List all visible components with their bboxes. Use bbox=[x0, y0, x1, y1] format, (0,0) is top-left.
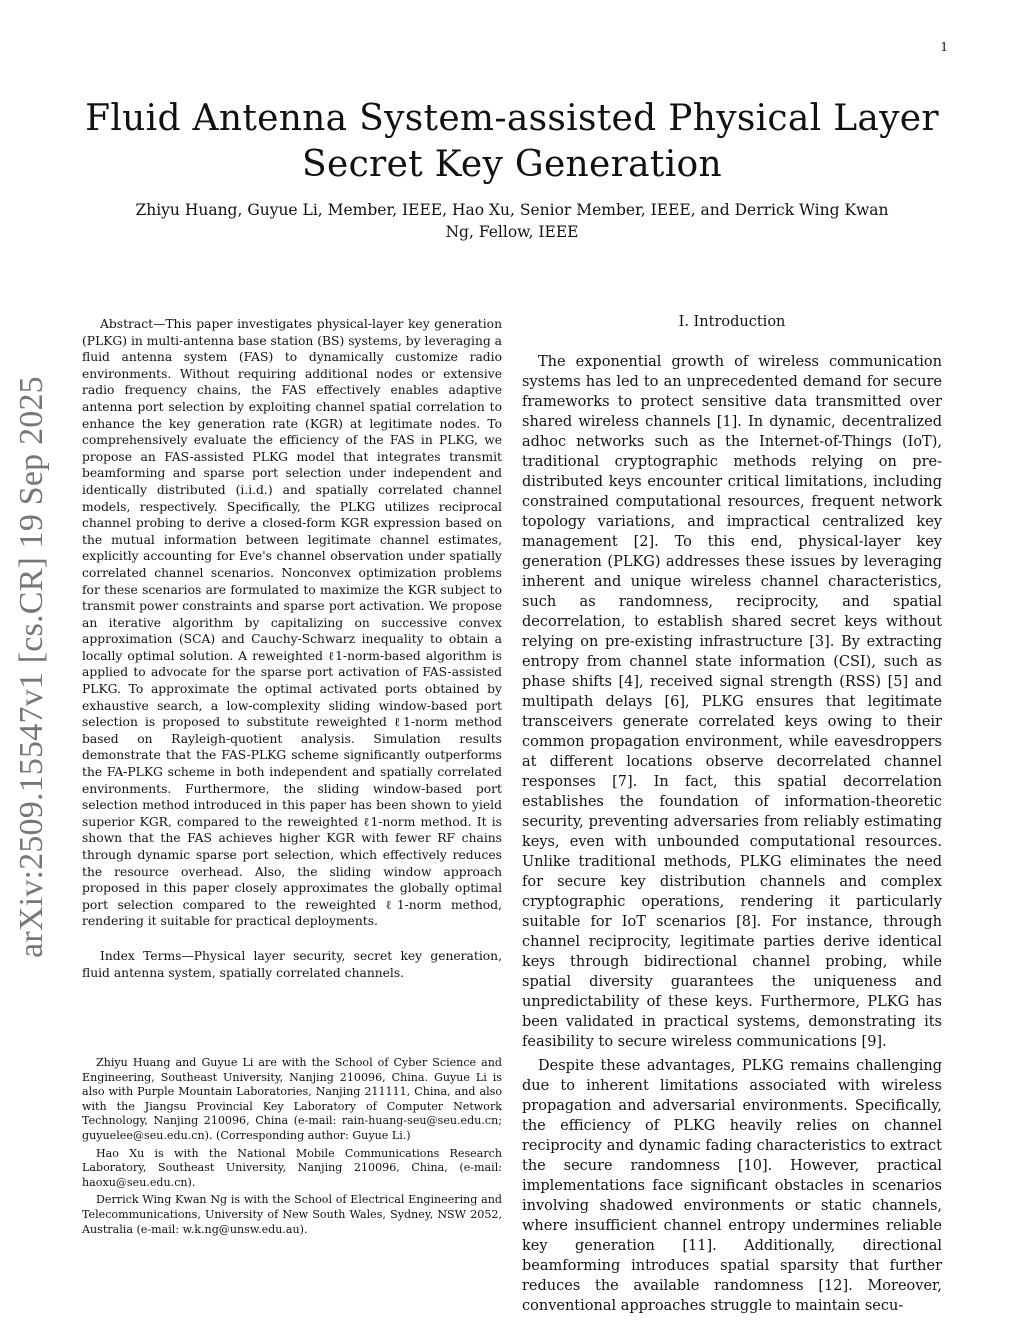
arxiv-stamp[interactable]: arXiv:2509.15547v1 [cs.CR] 19 Sep 2025 bbox=[13, 376, 50, 958]
authors-line-1: Zhiyu Huang, Guyue Li, Member, IEEE, Hao Xu, Senior Member, IEEE, and Derrick Wing Kwan bbox=[135, 201, 889, 219]
intro-paragraph-1: The exponential growth of wireless communication systems has led to an unprecedented demand for secure frameworks to protect sensitive data transmitted over shared wireless channels [1]. In dynamic, decentralized adhoc networks such as the Internet-of-Things (IoT), traditional cryptographic methods relying on pre-distributed keys encounter critical limitations, including constrained computational resources, frequent network topology variations, and impractical centralized key management [2]. To this end, physical-layer key generation (PLKG) addresses these issues by leveraging inherent and unique wireless channel characteristics, such as randomness, reciprocity, and spatial decorrelation, to establish shared secret keys without relying on pre-existing infrastructure [3]. By extracting entropy from channel state information (CSI), such as phase shifts [4], received signal strength (RSS) [5] and multipath delays [6], PLKG ensures that legitimate transceivers generate correlated keys owing to their common propagation environment, while eavesdroppers at different locations observe decorrelated channel responses [7]. In fact, this spatial decorrelation establishes the foundation of information-theoretic security, preventing adversaries from reliably estimating keys, even with unbounded computational resources. Unlike traditional methods, PLKG eliminates the need for secure key distribution channels and complex cryptographic operations, rendering it particularly suitable for IoT scenarios [8]. For instance, through channel reciprocity, legitimate parties derive identical keys through bidirectional channel probing, while spatial diversity guarantees the uniqueness and unpredictability of these keys. Furthermore, PLKG has been validated in practical systems, demonstrating its feasibility to secure wireless communications [9]. bbox=[522, 354, 942, 1050]
left-column bbox=[82, 316, 502, 981]
abstract: Abstract—This paper investigates physical-layer key generation (PLKG) in multi-antenna base station (BS) systems, by leveraging a fluid antenna system (FAS) to dynamically customize radio environments. Without requiring additional nodes or extensive radio frequency chains, the FAS effectively enables adaptive antenna port selection by exploiting channel spatial correlation to enhance the key generation rate (KGR) at legitimate nodes. To comprehensively evaluate the efficiency of the FAS in PLKG, we propose an FAS-assisted PLKG model that integrates transmit beamforming and sparse port selection under independent and identically distributed (i.i.d.) and spatially correlated channel models, respectively. Specifically, the PLKG utilizes reciprocal channel probing to derive a closed-form KGR expression based on the mutual information between legitimate channel estimates, explicitly accounting for Eve's channel observation under spatially correlated channel scenarios. Nonconvex optimization problems for these scenarios are formulated to maximize the KGR subject to transmit power constraints and sparse port activation. We propose an iterative algorithm by capitalizing on successive convex approximation (SCA) and Cauchy-Schwarz inequality to obtain a locally optimal solution. A reweighted ℓ1-norm-based algorithm is applied to advocate for the sparse port activation of FAS-assisted PLKG. To approximate the optimal activated ports obtained by exhaustive search, a low-complexity sliding window-based port selection is proposed to substitute reweighted ℓ1-norm method based on Rayleigh-quotient analysis. Simulation results demonstrate that the FAS-PLKG scheme significantly outperforms the FA-PLKG scheme in both independent and spatially correlated environments. Furthermore, the sliding window-based port selection method introduced in this paper has been shown to yield superior KGR, compared to the reweighted ℓ1-norm method. It is shown that the FAS achieves higher KGR with fewer RF chains through dynamic sparse port selection, which effectively reduces the resource overhead. Also, the sliding window approach proposed in this paper closely approximates the globally optimal port selection compared to the reweighted ℓ1-norm method, rendering it suitable for practical deployments. bbox=[82, 317, 502, 929]
footnote-affiliation-2: Hao Xu is with the National Mobile Communications Research Laboratory, Southeast University, Nanjing 210096, China, (e-mail: haoxu@seu.edu.cn). bbox=[82, 1146, 502, 1189]
footnote-affiliation-3: Derrick Wing Kwan Ng is with the School of Electrical Engineering and Telecommunications, University of New South Wales, Sydney, NSW 2052, Australia (e-mail: w.k.ng@unsw.edu.au). bbox=[82, 1193, 502, 1236]
authors-line-2: Ng, Fellow, IEEE bbox=[445, 223, 579, 241]
right-column bbox=[522, 312, 942, 1320]
intro-paragraph-2: Despite these advantages, PLKG remains challenging due to inherent limitations associated with wireless propagation and adversarial environments. Specifically, the efficiency of PLKG heavily relies on channel reciprocity and dynamic fading characteristics to extract the secure randomness [10]. However, practical implementations face significant obstacles in scenarios involving shadowed environments or static channels, where insufficient channel entropy undermines reliable key generation [11]. Additionally, directional beamforming introduces spatial sparsity that further reduces the available randomness [12]. Moreover, conventional approaches struggle to maintain secu- bbox=[522, 1058, 942, 1314]
footnotes bbox=[82, 1056, 502, 1240]
title-line-2: Secret Key Generation bbox=[302, 144, 722, 185]
footnote-affiliation-1: Zhiyu Huang and Guyue Li are with the School of Cyber Science and Engineering, Southeast University, Nanjing 210096, China. Guyue Li is also with Purple Mountain Laboratories, Nanjing 211111, China, and also with the Jiangsu Provincial Key Laboratory of Computer Network Technology, Nanjing 210096, China (e-mail: rain-huang-seu@seu.edu.cn; guyuelee@seu.edu.cn). (Corresponding author: Guyue Li.) bbox=[82, 1056, 502, 1142]
index-terms: Index Terms—Physical layer security, secret key generation, fluid antenna system, spatially correlated channels. bbox=[82, 948, 502, 980]
title-line-1: Fluid Antenna System-assisted Physical Layer bbox=[85, 98, 939, 139]
author-list bbox=[100, 199, 924, 243]
section-heading: I. Introduction bbox=[678, 314, 786, 330]
paper-title bbox=[80, 96, 944, 188]
page-number: 1 bbox=[940, 40, 948, 54]
